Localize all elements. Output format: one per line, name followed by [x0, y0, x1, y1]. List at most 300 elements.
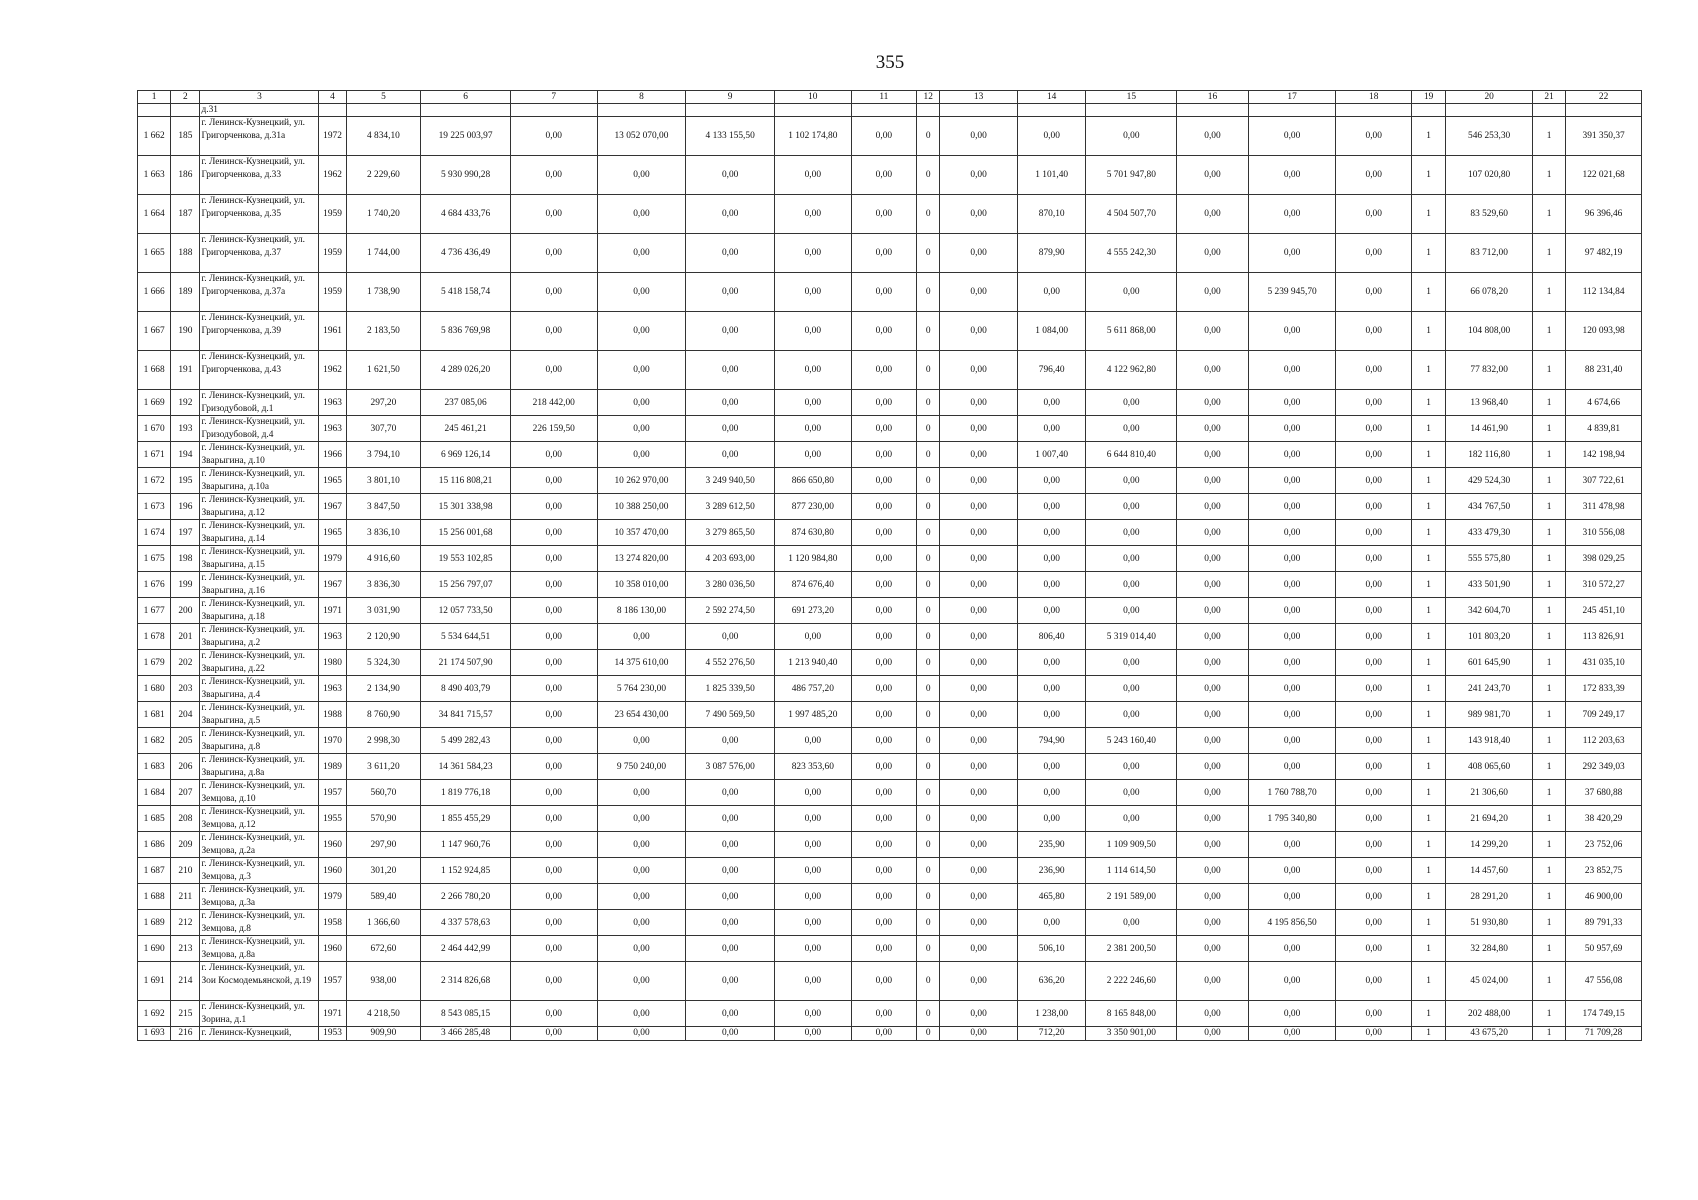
- page-number: 355: [875, 52, 905, 73]
- cell-col12: 0: [917, 416, 940, 442]
- cell-index: 203: [171, 676, 200, 702]
- cell-index: 205: [171, 728, 200, 754]
- cell-col17: 0,00: [1248, 858, 1336, 884]
- cell-col9: 0,00: [686, 962, 775, 1001]
- cell-col19: 1: [1412, 117, 1446, 156]
- cell-col12: 0: [917, 832, 940, 858]
- cell-col22: 172 833,39: [1566, 676, 1642, 702]
- cell-year: 1959: [319, 273, 346, 312]
- cell-col12: 0: [917, 442, 940, 468]
- cell-address: г. Ленинск-Кузнецкий, ул. Зварыгина, д.15: [200, 546, 319, 572]
- cell-col22: 89 791,33: [1566, 910, 1642, 936]
- cell-col20: 408 065,60: [1446, 754, 1533, 780]
- cell-col16: 0,00: [1177, 754, 1249, 780]
- column-header: 13: [940, 91, 1018, 104]
- cell-col21: 1: [1532, 117, 1565, 156]
- cell-record-number: 1 680: [138, 676, 171, 702]
- cell-col9: 3 279 865,50: [686, 520, 775, 546]
- cell-col22: 122 021,68: [1566, 156, 1642, 195]
- cell-col20: 21 694,20: [1446, 806, 1533, 832]
- cell-col18: 0,00: [1336, 1027, 1412, 1040]
- cell-col13: 0,00: [940, 1027, 1018, 1040]
- cell-area: 3 801,10: [346, 468, 421, 494]
- cell-col9: 1 825 339,50: [686, 676, 775, 702]
- cell-col10: 0,00: [775, 351, 852, 390]
- cell-col21: 1: [1532, 195, 1565, 234]
- cell-record-number: 1 692: [138, 1001, 171, 1027]
- table-body: [138, 91, 1642, 1041]
- cell-col7: 218 442,00: [510, 390, 597, 416]
- cell-col7: 0,00: [510, 858, 597, 884]
- cell-empty: [940, 104, 1018, 117]
- cell-col10: 0,00: [775, 806, 852, 832]
- cell-index: 208: [171, 806, 200, 832]
- cell-col7: 0,00: [510, 624, 597, 650]
- cell-col18: 0,00: [1336, 234, 1412, 273]
- cell-col13: 0,00: [940, 598, 1018, 624]
- cell-col14: 0,00: [1017, 572, 1086, 598]
- cell-col8: 0,00: [597, 416, 686, 442]
- cell-col21: 1: [1532, 728, 1565, 754]
- cell-col9: 0,00: [686, 351, 775, 390]
- cell-col11: 0,00: [851, 156, 917, 195]
- cell-col21: 1: [1532, 676, 1565, 702]
- cell-col7: 0,00: [510, 598, 597, 624]
- cell-col20: 601 645,90: [1446, 650, 1533, 676]
- cell-col12: 0: [917, 468, 940, 494]
- table-row: [138, 442, 1642, 468]
- column-header: 7: [510, 91, 597, 104]
- cell-empty: [1446, 104, 1533, 117]
- cell-col17: 0,00: [1248, 312, 1336, 351]
- cell-col20: 555 575,80: [1446, 546, 1533, 572]
- cell-year: 1960: [319, 832, 346, 858]
- cell-col22: 311 478,98: [1566, 494, 1642, 520]
- cell-col16: 0,00: [1177, 520, 1249, 546]
- cell-col10: 0,00: [775, 962, 852, 1001]
- cell-col15: 4 555 242,30: [1086, 234, 1177, 273]
- cell-col10: 0,00: [775, 442, 852, 468]
- cell-col14: 465,80: [1017, 884, 1086, 910]
- cell-total-cost: 237 085,06: [421, 390, 511, 416]
- cell-address: г. Ленинск-Кузнецкий, ул. Зварыгина, д.10: [200, 442, 319, 468]
- cell-col17: 0,00: [1248, 117, 1336, 156]
- cell-col22: 4 674,66: [1566, 390, 1642, 416]
- cell-col14: 0,00: [1017, 702, 1086, 728]
- cell-col22: 112 203,63: [1566, 728, 1642, 754]
- cell-col16: 0,00: [1177, 728, 1249, 754]
- cell-col14: 0,00: [1017, 598, 1086, 624]
- cell-col10: 874 676,40: [775, 572, 852, 598]
- cell-col11: 0,00: [851, 858, 917, 884]
- cell-col20: 429 524,30: [1446, 468, 1533, 494]
- cell-col8: 5 764 230,00: [597, 676, 686, 702]
- cell-col19: 1: [1412, 1027, 1446, 1040]
- cell-col21: 1: [1532, 702, 1565, 728]
- table-row: [138, 390, 1642, 416]
- column-header: 12: [917, 91, 940, 104]
- cell-index: 193: [171, 416, 200, 442]
- cell-total-cost: 4 736 436,49: [421, 234, 511, 273]
- cell-col20: 101 803,20: [1446, 624, 1533, 650]
- cell-area: 2 229,60: [346, 156, 421, 195]
- table-row: [138, 806, 1642, 832]
- table-row: [138, 650, 1642, 676]
- cell-col14: 1 101,40: [1017, 156, 1086, 195]
- cell-index: 188: [171, 234, 200, 273]
- cell-col21: 1: [1532, 780, 1565, 806]
- cell-record-number: 1 684: [138, 780, 171, 806]
- cell-col10: 0,00: [775, 858, 852, 884]
- cell-col15: 4 122 962,80: [1086, 351, 1177, 390]
- cell-col22: 174 749,15: [1566, 1001, 1642, 1027]
- cell-col18: 0,00: [1336, 520, 1412, 546]
- cell-col12: 0: [917, 676, 940, 702]
- table-row: [138, 728, 1642, 754]
- cell-col7: 0,00: [510, 572, 597, 598]
- cell-col12: 0: [917, 546, 940, 572]
- cell-record-number: 1 662: [138, 117, 171, 156]
- cell-col11: 0,00: [851, 702, 917, 728]
- cell-col15: 8 165 848,00: [1086, 1001, 1177, 1027]
- cell-area: 570,90: [346, 806, 421, 832]
- cell-col21: 1: [1532, 962, 1565, 1001]
- cell-year: 1959: [319, 195, 346, 234]
- cell-col15: 6 644 810,40: [1086, 442, 1177, 468]
- cell-col11: 0,00: [851, 884, 917, 910]
- cell-col15: 0,00: [1086, 754, 1177, 780]
- cell-year: 1957: [319, 780, 346, 806]
- cell-col19: 1: [1412, 806, 1446, 832]
- table-row: [138, 234, 1642, 273]
- cell-col19: 1: [1412, 936, 1446, 962]
- cell-index: 214: [171, 962, 200, 1001]
- cell-record-number: 1 683: [138, 754, 171, 780]
- table-row: [138, 1001, 1642, 1027]
- cell-col16: 0,00: [1177, 546, 1249, 572]
- cell-col9: 0,00: [686, 728, 775, 754]
- cell-empty: [851, 104, 917, 117]
- cell-index: 199: [171, 572, 200, 598]
- cell-col10: 0,00: [775, 728, 852, 754]
- cell-col8: 0,00: [597, 728, 686, 754]
- cell-address: г. Ленинск-Кузнецкий, ул. Гризодубовой, д.1: [200, 390, 319, 416]
- cell-area: 909,90: [346, 1027, 421, 1040]
- cell-col20: 202 488,00: [1446, 1001, 1533, 1027]
- cell-index: 207: [171, 780, 200, 806]
- cell-col19: 1: [1412, 156, 1446, 195]
- cell-col13: 0,00: [940, 195, 1018, 234]
- cell-col13: 0,00: [940, 936, 1018, 962]
- cell-col7: 0,00: [510, 156, 597, 195]
- column-header: 22: [1566, 91, 1642, 104]
- cell-col20: 433 501,90: [1446, 572, 1533, 598]
- cell-col18: 0,00: [1336, 273, 1412, 312]
- cell-col11: 0,00: [851, 273, 917, 312]
- cell-col22: 431 035,10: [1566, 650, 1642, 676]
- cell-empty: [1248, 104, 1336, 117]
- cell-col11: 0,00: [851, 312, 917, 351]
- cell-col11: 0,00: [851, 572, 917, 598]
- cell-col17: 0,00: [1248, 962, 1336, 1001]
- cell-col9: 0,00: [686, 936, 775, 962]
- column-number-row: [138, 91, 1642, 104]
- cell-col8: 8 186 130,00: [597, 598, 686, 624]
- cell-address: г. Ленинск-Кузнецкий,: [200, 1027, 319, 1040]
- cell-col8: 23 654 430,00: [597, 702, 686, 728]
- cell-col14: 236,90: [1017, 858, 1086, 884]
- cell-col16: 0,00: [1177, 468, 1249, 494]
- cell-col21: 1: [1532, 832, 1565, 858]
- cell-col22: 142 198,94: [1566, 442, 1642, 468]
- column-header: 21: [1532, 91, 1565, 104]
- cell-col20: 21 306,60: [1446, 780, 1533, 806]
- cell-col19: 1: [1412, 858, 1446, 884]
- cell-empty: [1336, 104, 1412, 117]
- cell-col16: 0,00: [1177, 676, 1249, 702]
- cell-col10: 1 997 485,20: [775, 702, 852, 728]
- cell-col19: 1: [1412, 910, 1446, 936]
- cell-year: 1963: [319, 416, 346, 442]
- register-table: [137, 90, 1642, 1041]
- cell-col9: 3 280 036,50: [686, 572, 775, 598]
- cell-col13: 0,00: [940, 624, 1018, 650]
- cell-year: 1962: [319, 351, 346, 390]
- cell-col15: 0,00: [1086, 546, 1177, 572]
- cell-col17: 1 795 340,80: [1248, 806, 1336, 832]
- cell-col15: 5 701 947,80: [1086, 156, 1177, 195]
- cell-col10: 0,00: [775, 884, 852, 910]
- cell-col19: 1: [1412, 780, 1446, 806]
- cell-col10: 0,00: [775, 156, 852, 195]
- column-header: 18: [1336, 91, 1412, 104]
- cell-col22: 307 722,61: [1566, 468, 1642, 494]
- cell-empty: [510, 104, 597, 117]
- cell-col8: 0,00: [597, 273, 686, 312]
- cell-col10: 877 230,00: [775, 494, 852, 520]
- cell-col11: 0,00: [851, 598, 917, 624]
- cell-col7: 0,00: [510, 1001, 597, 1027]
- cell-col8: 10 388 250,00: [597, 494, 686, 520]
- cell-col9: 0,00: [686, 884, 775, 910]
- cell-col17: 0,00: [1248, 390, 1336, 416]
- cell-index: 196: [171, 494, 200, 520]
- cell-area: 560,70: [346, 780, 421, 806]
- cell-col10: 866 650,80: [775, 468, 852, 494]
- cell-col22: 245 451,10: [1566, 598, 1642, 624]
- cell-col20: 342 604,70: [1446, 598, 1533, 624]
- cell-col8: 0,00: [597, 195, 686, 234]
- cell-col19: 1: [1412, 312, 1446, 351]
- cell-col20: 433 479,30: [1446, 520, 1533, 546]
- cell-col18: 0,00: [1336, 858, 1412, 884]
- cell-col22: 4 839,81: [1566, 416, 1642, 442]
- cell-record-number: 1 670: [138, 416, 171, 442]
- cell-col9: 0,00: [686, 780, 775, 806]
- cell-year: 1965: [319, 520, 346, 546]
- column-header: 14: [1017, 91, 1086, 104]
- cell-col7: 0,00: [510, 195, 597, 234]
- cell-col11: 0,00: [851, 910, 917, 936]
- cell-year: 1988: [319, 702, 346, 728]
- cell-col9: 0,00: [686, 156, 775, 195]
- cell-col11: 0,00: [851, 806, 917, 832]
- cell-total-cost: 4 289 026,20: [421, 351, 511, 390]
- cell-col13: 0,00: [940, 390, 1018, 416]
- cell-col20: 77 832,00: [1446, 351, 1533, 390]
- cell-col12: 0: [917, 936, 940, 962]
- cell-record-number: 1 689: [138, 910, 171, 936]
- cell-col21: 1: [1532, 1027, 1565, 1040]
- cell-area: 3 836,10: [346, 520, 421, 546]
- cell-address: г. Ленинск-Кузнецкий, ул. Зварыгина, д.22: [200, 650, 319, 676]
- cell-col8: 10 358 010,00: [597, 572, 686, 598]
- cell-col13: 0,00: [940, 650, 1018, 676]
- cell-col7: 0,00: [510, 936, 597, 962]
- cell-col17: 0,00: [1248, 832, 1336, 858]
- cell-col15: 0,00: [1086, 273, 1177, 312]
- cell-address: г. Ленинск-Кузнецкий, ул. Зварыгина, д.18: [200, 598, 319, 624]
- cell-col13: 0,00: [940, 546, 1018, 572]
- cell-index: 195: [171, 468, 200, 494]
- cell-col22: 97 482,19: [1566, 234, 1642, 273]
- cell-col10: 0,00: [775, 390, 852, 416]
- cell-record-number: 1 665: [138, 234, 171, 273]
- cell-col21: 1: [1532, 572, 1565, 598]
- cell-total-cost: 4 684 433,76: [421, 195, 511, 234]
- cell-record-number: 1 690: [138, 936, 171, 962]
- cell-col22: 113 826,91: [1566, 624, 1642, 650]
- cell-col9: 0,00: [686, 234, 775, 273]
- cell-total-cost: 5 418 158,74: [421, 273, 511, 312]
- cell-col19: 1: [1412, 884, 1446, 910]
- cell-col9: 3 087 576,00: [686, 754, 775, 780]
- cell-col17: 0,00: [1248, 234, 1336, 273]
- cell-col14: 0,00: [1017, 806, 1086, 832]
- cell-col19: 1: [1412, 832, 1446, 858]
- table-row: [138, 936, 1642, 962]
- cell-total-cost: 5 930 990,28: [421, 156, 511, 195]
- table-row: [138, 962, 1642, 1001]
- cell-area: 8 760,90: [346, 702, 421, 728]
- cell-col16: 0,00: [1177, 832, 1249, 858]
- cell-index: 201: [171, 624, 200, 650]
- cell-index: 206: [171, 754, 200, 780]
- cell-col12: 0: [917, 156, 940, 195]
- cell-col13: 0,00: [940, 858, 1018, 884]
- cell-col18: 0,00: [1336, 754, 1412, 780]
- cell-total-cost: 2 314 826,68: [421, 962, 511, 1001]
- cell-col16: 0,00: [1177, 572, 1249, 598]
- table-row: [138, 910, 1642, 936]
- cell-col21: 1: [1532, 520, 1565, 546]
- cell-col7: 0,00: [510, 273, 597, 312]
- cell-col17: 0,00: [1248, 1001, 1336, 1027]
- cell-col16: 0,00: [1177, 780, 1249, 806]
- cell-col9: 0,00: [686, 1027, 775, 1040]
- cell-address: г. Ленинск-Кузнецкий, ул. Земцова, д.8а: [200, 936, 319, 962]
- cell-col18: 0,00: [1336, 832, 1412, 858]
- cell-area: 1 366,60: [346, 910, 421, 936]
- cell-address: г. Ленинск-Кузнецкий, ул. Гризодубовой, д.4: [200, 416, 319, 442]
- cell-col16: 0,00: [1177, 494, 1249, 520]
- cell-col15: 4 504 507,70: [1086, 195, 1177, 234]
- cell-total-cost: 14 361 584,23: [421, 754, 511, 780]
- cell-col22: 50 957,69: [1566, 936, 1642, 962]
- cell-col22: 310 556,08: [1566, 520, 1642, 546]
- cell-col8: 0,00: [597, 1027, 686, 1040]
- cell-address: г. Ленинск-Кузнецкий, ул. Земцова, д.12: [200, 806, 319, 832]
- cell-address: г. Ленинск-Кузнецкий, ул. Зварыгина, д.12: [200, 494, 319, 520]
- cell-index: 190: [171, 312, 200, 351]
- cell-col12: 0: [917, 910, 940, 936]
- cell-year: 1979: [319, 546, 346, 572]
- cell-col8: 0,00: [597, 351, 686, 390]
- cell-col22: 88 231,40: [1566, 351, 1642, 390]
- cell-col14: 0,00: [1017, 754, 1086, 780]
- cell-record-number: 1 672: [138, 468, 171, 494]
- cell-col12: 0: [917, 572, 940, 598]
- cell-year: 1980: [319, 650, 346, 676]
- cell-total-cost: 15 256 797,07: [421, 572, 511, 598]
- cell-record-number: 1 668: [138, 351, 171, 390]
- cell-col11: 0,00: [851, 962, 917, 1001]
- cell-col20: 143 918,40: [1446, 728, 1533, 754]
- cell-total-cost: 5 836 769,98: [421, 312, 511, 351]
- cell-total-cost: 12 057 733,50: [421, 598, 511, 624]
- cell-col10: 1 213 940,40: [775, 650, 852, 676]
- cell-col21: 1: [1532, 234, 1565, 273]
- cell-address: г. Ленинск-Кузнецкий, ул. Зварыгина, д.4: [200, 676, 319, 702]
- cell-total-cost: 5 499 282,43: [421, 728, 511, 754]
- cell-col20: 989 981,70: [1446, 702, 1533, 728]
- cell-col14: 1 084,00: [1017, 312, 1086, 351]
- cell-col8: 0,00: [597, 780, 686, 806]
- cell-col9: 2 592 274,50: [686, 598, 775, 624]
- cell-area: 4 218,50: [346, 1001, 421, 1027]
- cell-index: 211: [171, 884, 200, 910]
- cell-empty: [597, 104, 686, 117]
- cell-col15: 0,00: [1086, 494, 1177, 520]
- cell-col16: 0,00: [1177, 702, 1249, 728]
- cell-col19: 1: [1412, 624, 1446, 650]
- cell-total-cost: 245 461,21: [421, 416, 511, 442]
- cell-col22: 96 396,46: [1566, 195, 1642, 234]
- table-row: [138, 312, 1642, 351]
- cell-col7: 0,00: [510, 468, 597, 494]
- cell-col22: 23 752,06: [1566, 832, 1642, 858]
- cell-total-cost: 15 301 338,98: [421, 494, 511, 520]
- cell-total-cost: 5 534 644,51: [421, 624, 511, 650]
- cell-col13: 0,00: [940, 572, 1018, 598]
- table-row: [138, 156, 1642, 195]
- cell-col12: 0: [917, 754, 940, 780]
- cell-index: 186: [171, 156, 200, 195]
- cell-col21: 1: [1532, 1001, 1565, 1027]
- cell-col14: 1 007,40: [1017, 442, 1086, 468]
- cell-col16: 0,00: [1177, 910, 1249, 936]
- cell-empty: [138, 104, 171, 117]
- cell-col20: 182 116,80: [1446, 442, 1533, 468]
- cell-col7: 0,00: [510, 884, 597, 910]
- cell-record-number: 1 667: [138, 312, 171, 351]
- table-row: [138, 676, 1642, 702]
- cell-index: 216: [171, 1027, 200, 1040]
- cell-col17: 0,00: [1248, 572, 1336, 598]
- table-row: [138, 572, 1642, 598]
- cell-col8: 0,00: [597, 156, 686, 195]
- cell-col7: 0,00: [510, 832, 597, 858]
